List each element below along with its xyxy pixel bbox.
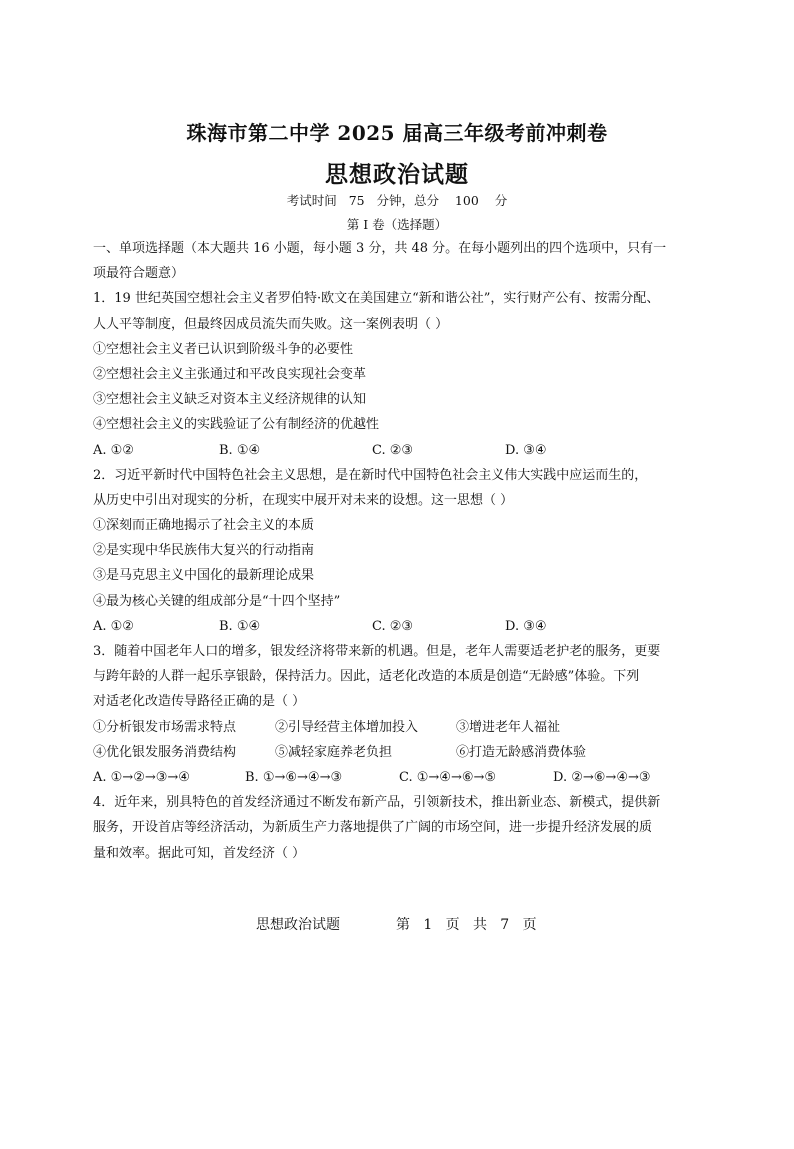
question-3-options <box>93 765 713 790</box>
exam-meta: 考试时间 75 分钟，总分 100 分 <box>286 193 508 208</box>
option-a[interactable]: A. ①② <box>93 618 134 634</box>
question-1-stem-cont: 人人平等制度，但最终因成员流失而失败。这一案例表明（ ） <box>93 316 449 332</box>
section-instructions: 一、单项选择题（本大题共 16 小题，每小题 3 分，共 48 分。在每小题列出的四个选项中，只有一 <box>93 241 667 256</box>
question-4-stem: 4．近年来，别具特色的首发经济通过不断发布新产品，引领新技术，推出新业态、新模式，提供新 <box>93 795 661 811</box>
option-b[interactable]: B. ①→⑥→④→③ <box>245 769 343 785</box>
question-3-item: ③增进老年人福祉 <box>456 719 561 735</box>
exam-title: 珠海市第二中学 2025 届高三年级考前冲刺卷 <box>186 121 608 145</box>
question-3-item: ④优化银发服务消费结构 <box>93 744 237 760</box>
option-a[interactable]: A. ①② <box>93 442 134 458</box>
option-d[interactable]: D. ③④ <box>505 618 547 634</box>
question-4-stem-cont: 服务，开设首店等经济活动，为新质生产力落地提供了广阔的市场空间，进一步提升经济发展的质 <box>93 820 653 836</box>
question-3-item: ⑤减轻家庭养老负担 <box>275 744 393 760</box>
option-b[interactable]: B. ①④ <box>219 618 261 634</box>
question-2-stem: 2．习近平新时代中国特色社会主义思想，是在新时代中国特色社会主义伟大实践中应运而生的， <box>93 467 648 483</box>
volume-label: 第 I 卷（选择题） <box>346 217 448 232</box>
question-3-item: ②引导经营主体增加投入 <box>275 719 419 735</box>
question-1-item: ③空想社会主义缺乏对资本主义经济规律的认知 <box>93 392 367 408</box>
question-1-item: ①空想社会主义者已认识到阶级斗争的必要性 <box>93 341 354 357</box>
option-d[interactable]: D. ③④ <box>505 442 547 458</box>
question-3-items-row <box>93 715 713 740</box>
question-2-stem-cont: 从历史中引出对现实的分析，在现实中展开对未来的设想。这一思想（ ） <box>93 492 514 508</box>
question-3-item: ⑥打造无龄感消费体验 <box>456 744 587 760</box>
question-2-item: ②是实现中华民族伟大复兴的行动指南 <box>93 543 315 559</box>
question-3-stem-cont: 对适老化改造传导路径正确的是（ ） <box>93 694 306 710</box>
question-3-stem: 3．随着中国老年人口的增多，银发经济将带来新的机遇。但是，老年人需要适老护老的服务，更要 <box>93 644 661 659</box>
section-instructions-cont: 项最符合题意） <box>93 266 185 282</box>
question-1-stem: 1．19 世纪英国空想社会主义者罗伯特·欧文在美国建立“新和谐公社”，实行财产公有、按需分配、 <box>93 291 660 307</box>
footer-title: 思想政治试题 <box>256 917 340 933</box>
option-d[interactable]: D. ②→⑥→④→③ <box>553 769 651 785</box>
question-3-item: ①分析银发市场需求特点 <box>93 719 237 735</box>
option-c[interactable]: C. ②③ <box>372 618 414 634</box>
question-1-item: ④空想社会主义的实践验证了公有制经济的优越性 <box>93 417 380 433</box>
question-3-items-row <box>93 740 713 765</box>
question-2-options <box>93 614 713 639</box>
question-2-item: ③是马克思主义中国化的最新理论成果 <box>93 568 315 584</box>
question-3-stem-cont: 与跨年龄的人群一起乐享银龄，保持活力。因此，适老化改造的本质是创造“无龄感”体验。下列 <box>93 669 640 685</box>
question-4-stem-cont: 量和效率。据此可知，首发经济（ ） <box>93 845 306 861</box>
question-1-item: ②空想社会主义主张通过和平改良实现社会变革 <box>93 366 367 382</box>
question-2-item: ①深刻而正确地揭示了社会主义的本质 <box>93 518 315 534</box>
page-number: 第 1 页 共 7 页 <box>396 917 537 933</box>
question-1-options <box>93 438 713 463</box>
option-b[interactable]: B. ①④ <box>219 442 261 458</box>
option-c[interactable]: C. ②③ <box>372 442 414 458</box>
question-2-item: ④最为核心关键的组成部分是“十四个坚持” <box>93 593 341 609</box>
question-content <box>93 236 713 866</box>
option-c[interactable]: C. ①→④→⑥→⑤ <box>399 769 497 785</box>
subject-title: 思想政治试题 <box>325 161 469 188</box>
option-a[interactable]: A. ①→②→③→④ <box>93 769 190 785</box>
